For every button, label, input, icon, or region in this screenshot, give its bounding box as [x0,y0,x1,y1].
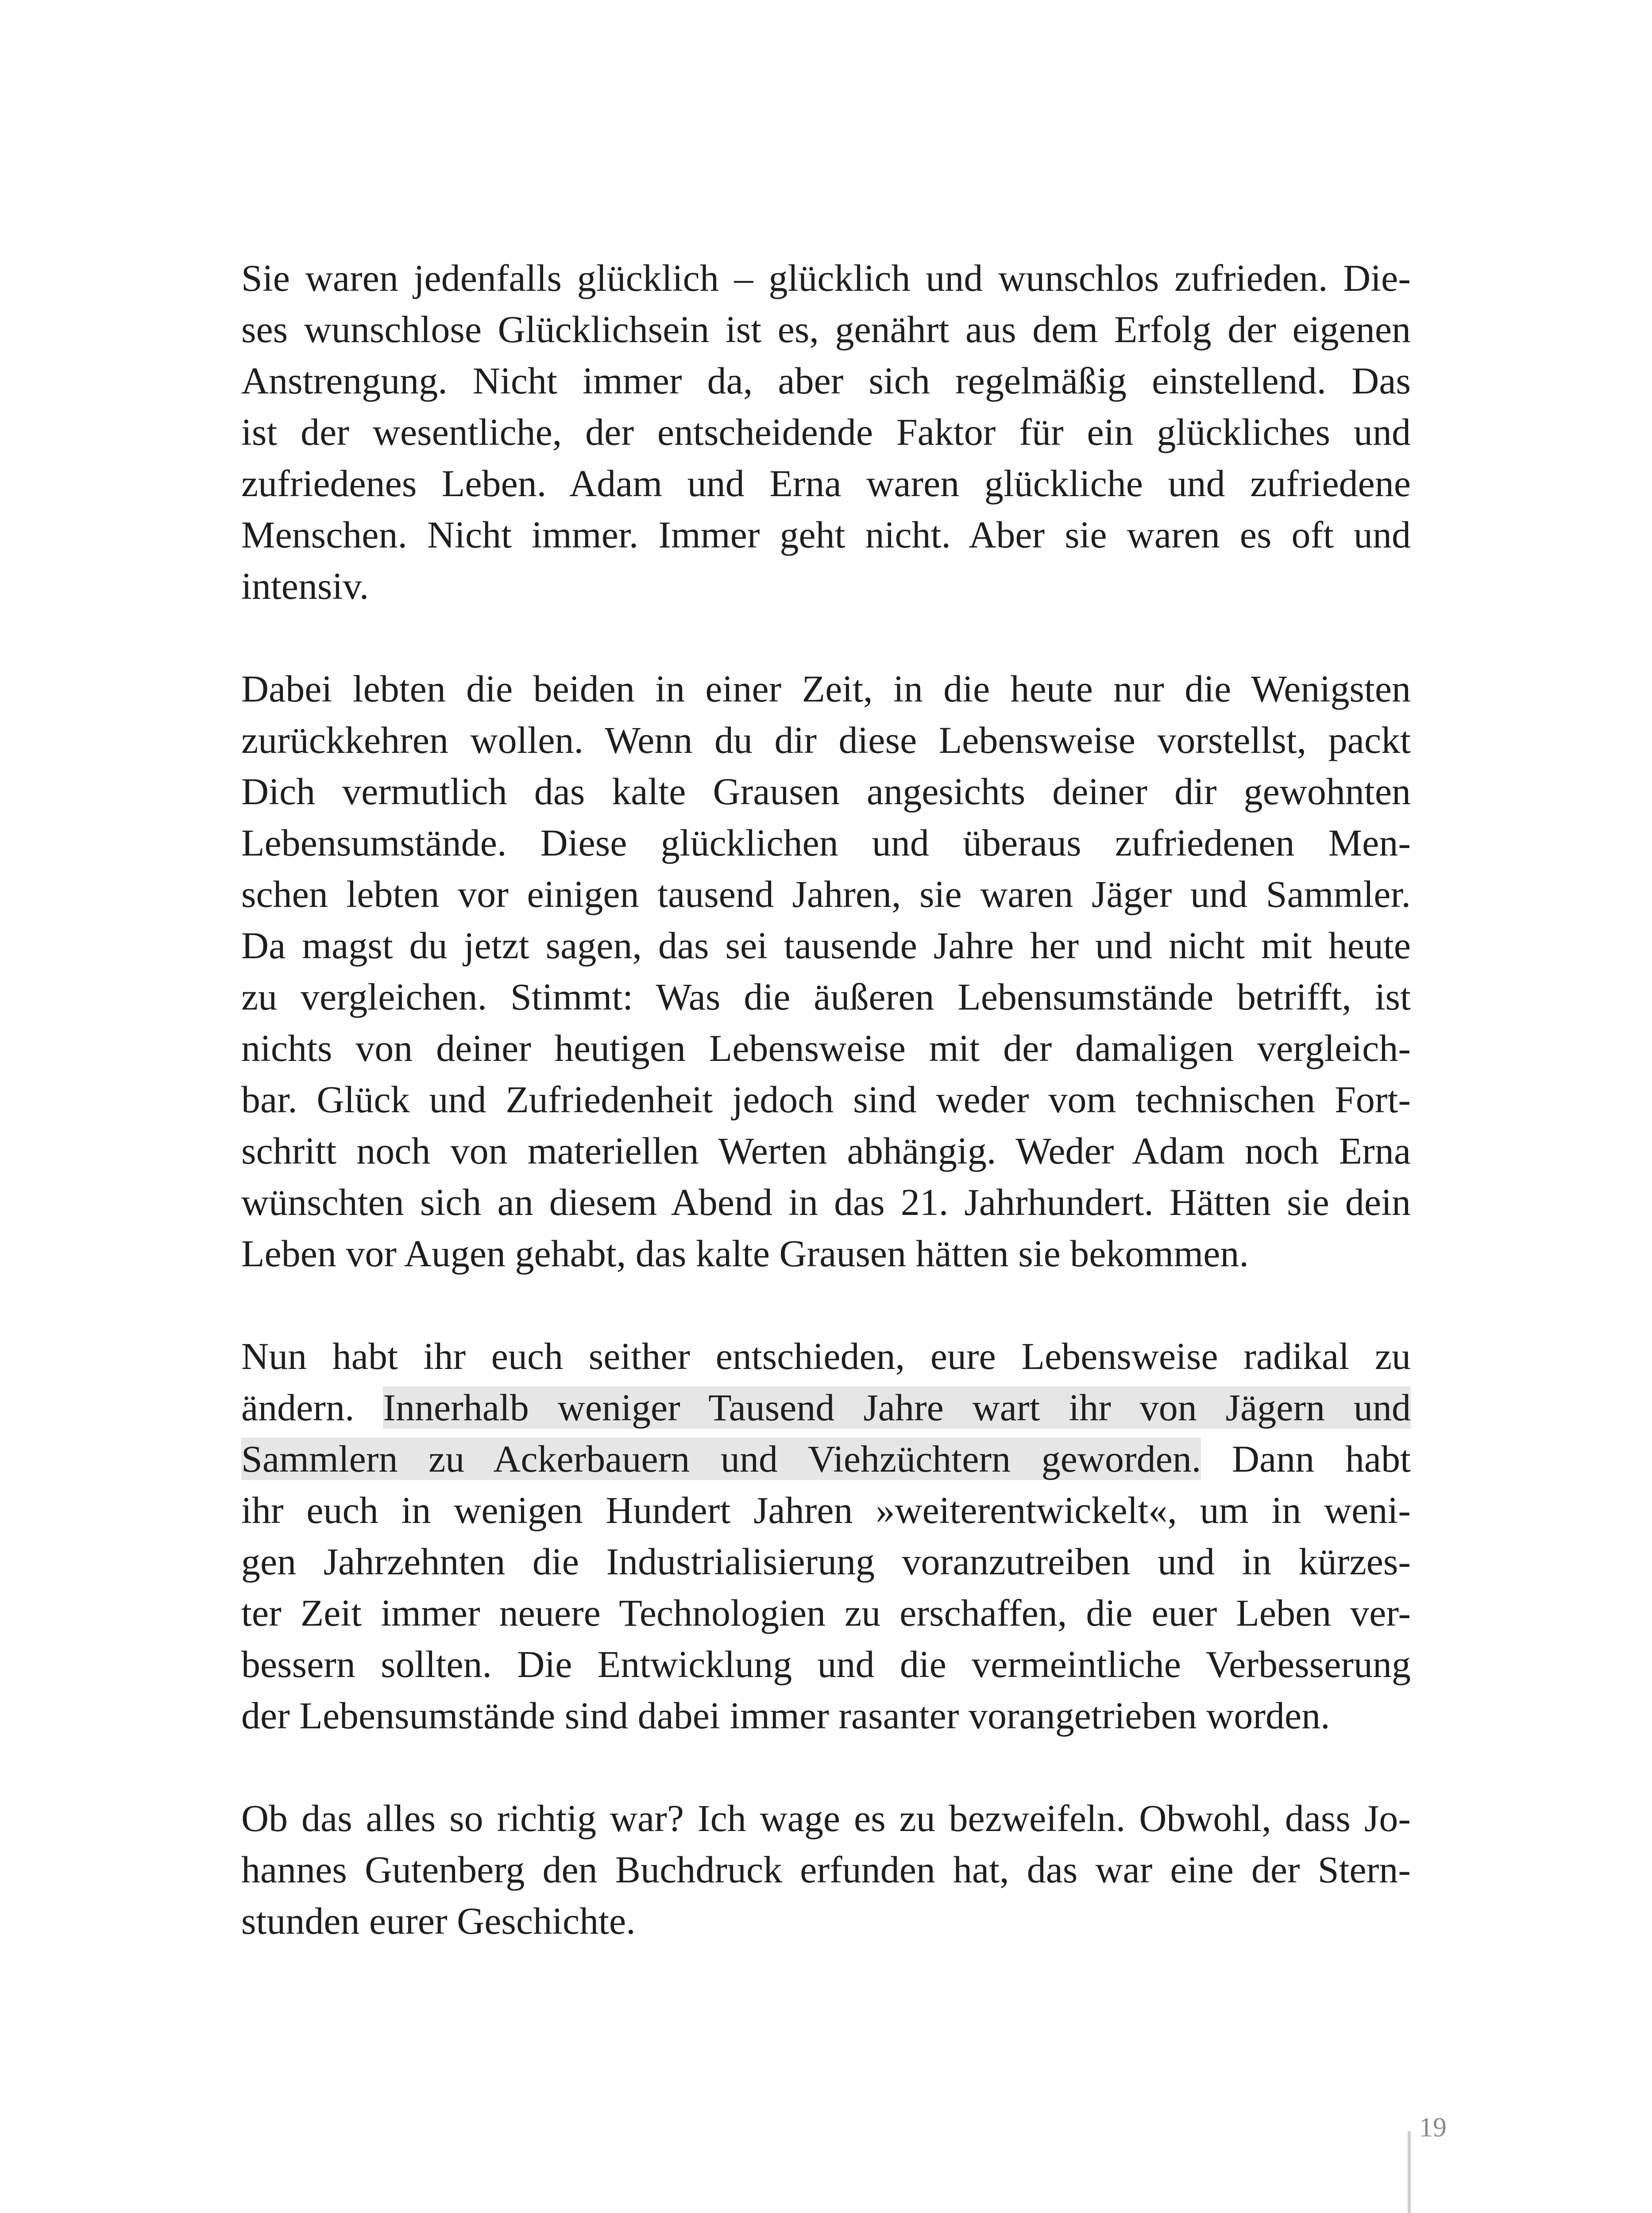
text-line: bessern sollten. Die Entwicklung und die vermeintliche Verbesserung [241,1643,1411,1685]
text-line: der Lebensumstände sind dabei immer rasanter vorangetrieben worden. [241,1694,1330,1737]
text-line: hannes Gutenberg den Buchdruck erfunden hat, das war eine der Stern- [241,1848,1411,1891]
highlighted-text: Sammlern zu Ackerbauern und Viehzüchtern geworden. [241,1438,1201,1480]
paragraph-1 [241,252,1411,612]
text-line: Ob das alles so richtig war? Ich wage es zu bezweifeln. Obwohl, dass Jo- [241,1797,1411,1839]
text-line: schen lebten vor einigen tausend Jahren, sie waren Jäger und Sammler. [241,873,1411,915]
text-line: Lebensumstände. Diese glücklichen und überaus zufriedenen Men- [241,821,1411,864]
text-line: Sie waren jedenfalls glücklich – glücklich und wunschlos zufrieden. Die- [241,257,1411,299]
text-line [241,1433,1411,1484]
text-line: ter Zeit immer neuere Technologien zu erschaffen, die euer Leben ver- [241,1592,1411,1634]
text-line: wünschten sich an diesem Abend in das 21. Jahrhundert. Hätten sie dein [241,1181,1411,1223]
text-line: ist der wesentliche, der entscheidende Faktor für ein glückliches und [241,411,1411,453]
highlighted-text: Innerhalb weniger Tausend Jahre wart ihr von Jägern und [383,1386,1411,1429]
text-line: stunden eurer Geschichte. [241,1900,636,1942]
text-line: Menschen. Nicht immer. Immer geht nicht. Aber sie waren es oft und [241,513,1411,556]
text-line: Dabei lebten die beiden in einer Zeit, in die heute nur die Wenigsten [241,667,1411,710]
text-line [241,1382,1411,1433]
text-line: Anstrengung. Nicht immer da, aber sich regelmäßig einstellend. Das [241,359,1411,402]
text-line: Dich vermutlich das kalte Grausen angesichts deiner dir gewohnten [241,770,1411,813]
margin-rule [1408,2131,1411,2213]
text-line: ihr euch in wenigen Hundert Jahren »weiterentwickelt«, um in weni- [241,1489,1411,1531]
text-line: Leben vor Augen gehabt, das kalte Grausen hätten sie bekommen. [241,1232,1249,1275]
text-line: Da magst du jetzt sagen, das sei tausende Jahre her und nicht mit heute [241,924,1411,967]
paragraph-2 [241,663,1411,1279]
body-text [241,252,1411,1998]
text-line: ses wunschlose Glücklichsein ist es, genährt aus dem Erfolg der eigenen [241,308,1411,351]
text-line: nichts von deiner heutigen Lebensweise mit der damaligen vergleich- [241,1027,1411,1069]
page-number: 19 [1419,2113,1447,2143]
text-line: gen Jahrzehnten die Industrialisierung voranzutreiben und in kürzes- [241,1540,1411,1583]
text-line: zurückkehren wollen. Wenn du dir diese Lebensweise vorstellst, packt [241,719,1411,761]
paragraph-4 [241,1793,1411,1947]
text-line: schritt noch von materiellen Werten abhängig. Weder Adam noch Erna [241,1130,1411,1172]
text-line: zufriedenes Leben. Adam und Erna waren glückliche und zufriedene [241,462,1411,505]
text-line: intensiv. [241,565,369,607]
paragraph-3 [241,1330,1411,1741]
text-segment: ändern. [241,1386,383,1429]
text-line: bar. Glück und Zufriedenheit jedoch sind weder vom technischen Fort- [241,1078,1411,1121]
text-line: zu vergleichen. Stimmt: Was die äußeren Lebensumstände betrifft, ist [241,975,1411,1018]
text-line: Nun habt ihr euch seither entschieden, eure Lebensweise radikal zu [241,1335,1411,1377]
text-segment: Dann habt [1201,1438,1411,1480]
